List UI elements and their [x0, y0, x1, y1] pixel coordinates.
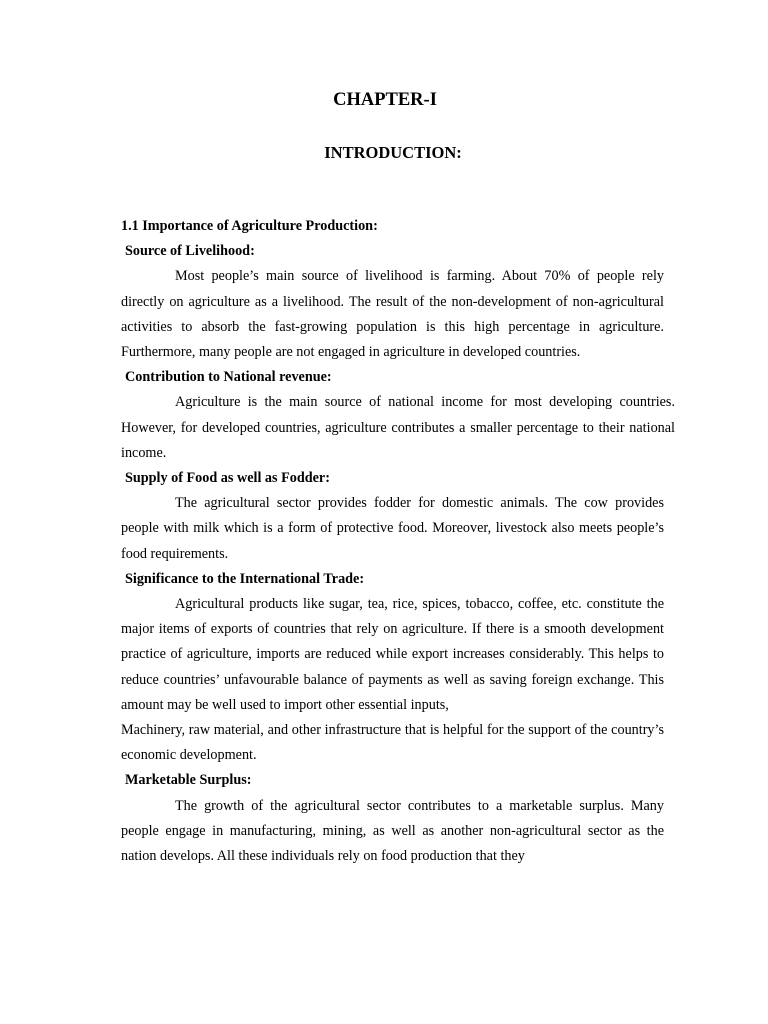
body-content: [121, 214, 675, 869]
paragraph-national-revenue: Agriculture is the main source of national income for most developing countries. However, for developed countries, agriculture contributes a smaller percentage to their national income.: [121, 394, 675, 461]
heading-international-trade: Significance to the International Trade:: [125, 570, 365, 587]
heading-food-and-fodder: Supply of Food as well as Fodder:: [125, 470, 330, 487]
subsection-heading: 1.1 Importance of Agriculture Production:: [121, 218, 378, 234]
paragraph-international-trade: Agricultural products like sugar, tea, rice, spices, tobacco, coffee, etc. constitute the major items of exports of countries that rely on agriculture. If there is a smooth development practice of agriculture, imports are reduced while export increases considerably. This helps to reduce countries’ unfavourable balance of payments as well as saving foreign exchange. This amount may be well used to import other essential inputs,: [121, 596, 664, 713]
section-title: INTRODUCTION:: [324, 143, 462, 162]
paragraph-international-trade-continued: Machinery, raw material, and other infrastructure that is helpful for the support of the country’s economic development.: [121, 722, 664, 764]
paragraph-food-and-fodder: The agricultural sector provides fodder for domestic animals. The cow provides people with milk which is a form of protective food. Moreover, livestock also meets people’s food requirements.: [121, 495, 664, 562]
heading-marketable-surplus: Marketable Surplus:: [125, 772, 252, 789]
chapter-title: CHAPTER-I: [333, 90, 437, 110]
heading-source-of-livelihood: Source of Livelihood:: [125, 243, 255, 260]
heading-national-revenue: Contribution to National revenue:: [125, 369, 332, 386]
paragraph-source-of-livelihood: Most people’s main source of livelihood is farming. About 70% of people rely directly on agriculture as a livelihood. The result of the non-development of non-agricultural activities to absorb the fast-growing population is this high percentage in agriculture. Furthermore, many people are not engaged in agriculture in developed countries.: [121, 268, 664, 361]
paragraph-marketable-surplus: The growth of the agricultural sector contributes to a marketable surplus. Many people engage in manufacturing, mining, as well as another non-agricultural sector as the nation develops. All these individuals rely on food production that they: [121, 797, 664, 865]
